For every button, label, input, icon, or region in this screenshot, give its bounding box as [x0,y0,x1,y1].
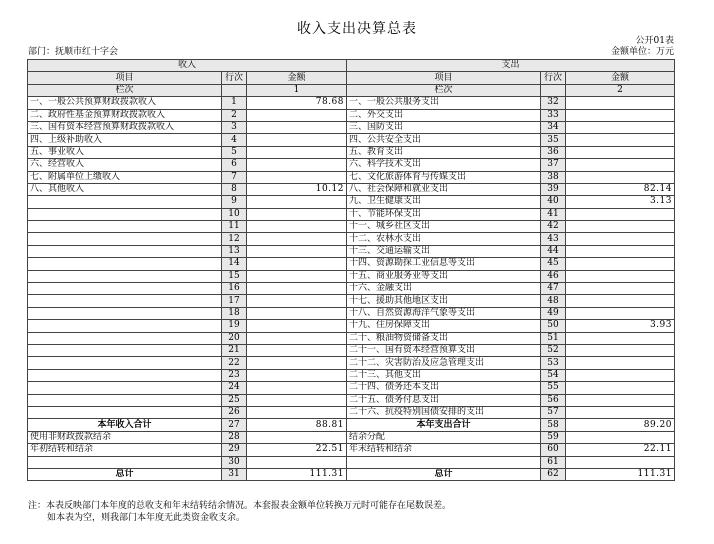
income-row-number: 20 [222,332,247,344]
table-row [28,444,675,456]
income-item-cell: 三、国有资本经营预算财政拨款收入 [28,121,222,133]
income-item-cell [28,357,222,369]
table-row [28,382,675,394]
income-amount-header: 金额 [247,72,347,84]
expense-item-header: 项目 [347,72,541,84]
expense-row-number: 56 [541,394,566,406]
expense-amount-cell: 22.11 [566,444,675,456]
expense-row-number: 50 [541,320,566,332]
income-item-cell: 总计 [28,468,222,480]
expense-item-cell: 年末结转和结余 [347,444,541,456]
expense-item-cell: 二十、粮油物资储备支出 [347,332,541,344]
expense-row-number: 45 [541,258,566,270]
income-amount-cell [247,369,347,381]
expense-item-cell: 本年支出合计 [347,419,541,431]
income-item-cell [28,307,222,319]
income-row-number: 25 [222,394,247,406]
expense-item-cell: 十七、援助其他地区支出 [347,295,541,307]
table-row [28,406,675,418]
income-item-cell [28,295,222,307]
income-amount-cell [247,233,347,245]
expense-row-number: 44 [541,245,566,257]
expense-item-cell: 十四、资源勘探工业信息等支出 [347,258,541,270]
table-row [28,196,675,208]
expense-item-cell: 九、卫生健康支出 [347,196,541,208]
expense-amount-cell: 82.14 [566,183,675,195]
income-row-number: 31 [222,468,247,480]
expense-item-cell: 十、节能环保支出 [347,208,541,220]
income-amount-cell [247,134,347,146]
expense-item-cell: 十六、金融支出 [347,283,541,295]
income-item-cell [28,258,222,270]
income-row-number: 15 [222,270,247,282]
expense-item-cell: 十八、自然资源海洋气象等支出 [347,307,541,319]
expense-col-number: 2 [566,84,675,96]
table-row [28,357,675,369]
expense-item-cell [347,456,541,468]
footnote-1: 注：本表反映部门本年度的总收支和年末结转结余情况。本套报表金额单位转换万元时可能存在尾数误差。 [28,501,452,511]
expense-amount-cell [566,233,675,245]
expense-row-number: 54 [541,369,566,381]
expense-row-number: 32 [541,97,566,109]
expense-amount-cell [566,307,675,319]
expense-amount-cell [566,221,675,233]
income-amount-cell [247,283,347,295]
expense-row-number: 38 [541,171,566,183]
income-expense-table [27,59,675,481]
table-row [28,431,675,443]
income-row-number: 9 [222,196,247,208]
income-amount-cell [247,121,347,133]
income-amount-cell [247,357,347,369]
report-title: 收入支出决算总表 [297,21,417,37]
income-row-number: 19 [222,320,247,332]
expense-item-cell: 二十四、债务还本支出 [347,382,541,394]
income-row-number: 28 [222,431,247,443]
expense-amount-cell [566,159,675,171]
income-row-number: 5 [222,146,247,158]
income-amount-cell: 78.68 [247,97,347,109]
expense-item-cell: 结余分配 [347,431,541,443]
expense-row-number: 39 [541,183,566,195]
table-row [28,344,675,356]
table-row [28,183,675,195]
income-amount-cell [247,146,347,158]
expense-row-number: 37 [541,159,566,171]
income-row-number: 7 [222,171,247,183]
expense-item-cell: 一、一般公共服务支出 [347,97,541,109]
amount-unit: 金额单位：万元 [610,47,674,57]
expense-amount-cell [566,208,675,220]
table-row [28,109,675,121]
income-row-number: 13 [222,245,247,257]
expense-row-number: 49 [541,307,566,319]
expense-item-cell: 二十二、灾害防治及应急管理支出 [347,357,541,369]
expense-amount-cell [566,134,675,146]
expense-amount-cell [566,456,675,468]
income-item-cell: 四、上级补助收入 [28,134,222,146]
expense-item-cell: 二十三、其他支出 [347,369,541,381]
expense-amount-cell [566,357,675,369]
expense-row-number: 33 [541,109,566,121]
footnote-2: 如本表为空，则我部门本年度无此类资金收支余。 [47,513,246,523]
income-item-cell [28,320,222,332]
table-row [28,283,675,295]
department-label: 部门：抚顺市红十字会 [28,47,119,57]
table-row [28,320,675,332]
expense-amount-cell: 89.20 [566,419,675,431]
column-index-row [28,84,675,96]
section-header-row [28,60,675,72]
income-col-number: 1 [247,84,347,96]
income-item-cell [28,233,222,245]
table-row [28,258,675,270]
expense-row-number: 36 [541,146,566,158]
income-row-number: 10 [222,208,247,220]
expense-item-cell: 十一、城乡社区支出 [347,221,541,233]
table-row [28,369,675,381]
income-row-number: 16 [222,283,247,295]
table-row [28,208,675,220]
income-item-cell [28,382,222,394]
income-amount-cell: 88.81 [247,419,347,431]
expense-amount-cell [566,146,675,158]
income-amount-cell [247,109,347,121]
income-item-cell [28,332,222,344]
income-amount-cell [247,171,347,183]
income-row-number: 11 [222,221,247,233]
expense-item-cell: 三、国防支出 [347,121,541,133]
income-col-label: 栏次 [28,84,222,96]
expense-amount-cell [566,369,675,381]
income-row-number: 6 [222,159,247,171]
table-row [28,332,675,344]
expense-amount-cell [566,332,675,344]
income-item-cell [28,369,222,381]
expense-amount-cell [566,344,675,356]
income-amount-cell [247,344,347,356]
income-row-number: 27 [222,419,247,431]
expense-row-number: 55 [541,382,566,394]
income-row-number: 29 [222,444,247,456]
table-row [28,245,675,257]
income-row-number: 18 [222,307,247,319]
expense-amount-cell [566,258,675,270]
income-row-number: 12 [222,233,247,245]
income-amount-cell [247,270,347,282]
table-row [28,468,675,480]
expense-amount-cell [566,121,675,133]
income-amount-cell [247,320,347,332]
table-row [28,134,675,146]
income-row-number: 26 [222,406,247,418]
expense-amount-cell: 3.13 [566,196,675,208]
expense-item-cell: 二、外交支出 [347,109,541,121]
expense-row-number: 40 [541,196,566,208]
income-item-cell [28,221,222,233]
expense-row-number: 41 [541,208,566,220]
expense-item-cell: 八、社会保障和就业支出 [347,183,541,195]
income-amount-cell [247,159,347,171]
income-item-cell [28,394,222,406]
income-item-cell [28,196,222,208]
expense-row-number: 34 [541,121,566,133]
income-item-cell: 使用非财政拨款结余 [28,431,222,443]
expense-row-number: 35 [541,134,566,146]
income-row-number: 30 [222,456,247,468]
income-item-cell [28,456,222,468]
expense-amount-cell [566,406,675,418]
income-amount-cell [247,431,347,443]
expense-item-cell: 十二、农林水支出 [347,233,541,245]
expense-item-cell: 六、科学技术支出 [347,159,541,171]
income-item-cell: 七、附属单位上缴收入 [28,171,222,183]
income-row-number: 23 [222,369,247,381]
table-row [28,456,675,468]
table-row [28,97,675,109]
expense-item-cell: 七、文化旅游体育与传媒支出 [347,171,541,183]
income-item-cell [28,283,222,295]
expense-amount-cell [566,171,675,183]
expense-item-cell: 十五、商业服务业等支出 [347,270,541,282]
footnotes [28,500,451,524]
expense-amount-cell [566,295,675,307]
income-row-number: 3 [222,121,247,133]
income-row-number: 1 [222,97,247,109]
income-amount-cell [247,196,347,208]
table-row [28,221,675,233]
income-item-cell: 六、经营收入 [28,159,222,171]
table-row [28,394,675,406]
expense-row-number: 57 [541,406,566,418]
expense-amount-cell [566,382,675,394]
expense-item-cell: 五、教育支出 [347,146,541,158]
income-row-number: 8 [222,183,247,195]
income-row-number: 4 [222,134,247,146]
expense-row-number: 59 [541,431,566,443]
expense-col-label: 栏次 [347,84,541,96]
income-amount-cell [247,245,347,257]
expense-row-number: 58 [541,419,566,431]
income-item-header: 项目 [28,72,222,84]
income-amount-cell [247,332,347,344]
expense-amount-cell [566,270,675,282]
income-item-cell: 一、一般公共预算财政拨款收入 [28,97,222,109]
expense-row-number: 53 [541,357,566,369]
income-item-cell: 八、其他收入 [28,183,222,195]
expense-item-cell: 四、公共安全支出 [347,134,541,146]
expense-item-cell: 二十一、国有资本经营预算支出 [347,344,541,356]
income-amount-cell [247,295,347,307]
expense-row-number: 48 [541,295,566,307]
income-item-cell: 本年收入合计 [28,419,222,431]
income-row-number: 24 [222,382,247,394]
income-row-number: 14 [222,258,247,270]
expense-row-number: 62 [541,468,566,480]
expense-row-number: 60 [541,444,566,456]
expense-row-number: 61 [541,456,566,468]
expense-amount-cell [566,109,675,121]
expense-item-cell: 总计 [347,468,541,480]
table-row [28,295,675,307]
expense-amount-cell [566,97,675,109]
income-amount-cell [247,382,347,394]
expense-row-number: 42 [541,221,566,233]
income-amount-cell [247,208,347,220]
expense-item-cell: 二十六、抗疫特别国债安排的支出 [347,406,541,418]
expense-row-number: 51 [541,332,566,344]
table-row [28,121,675,133]
income-item-cell [28,208,222,220]
income-item-cell: 二、政府性基金预算财政拨款收入 [28,109,222,121]
expense-row-number: 52 [541,344,566,356]
income-row-number: 17 [222,295,247,307]
income-amount-cell [247,307,347,319]
income-amount-cell [247,394,347,406]
income-row-number: 2 [222,109,247,121]
income-amount-cell [247,221,347,233]
income-item-cell [28,344,222,356]
table-row [28,171,675,183]
income-row-number: 22 [222,357,247,369]
income-amount-cell [247,456,347,468]
income-amount-cell [247,258,347,270]
expense-row-number: 46 [541,270,566,282]
income-amount-cell [247,406,347,418]
table-row [28,307,675,319]
expense-row-number: 47 [541,283,566,295]
table-row [28,419,675,431]
expense-item-cell: 二十五、债务付息支出 [347,394,541,406]
expense-amount-cell: 3.93 [566,320,675,332]
expense-section-label: 支出 [347,60,675,72]
table-row [28,159,675,171]
expense-amount-header: 金额 [566,72,675,84]
expense-amount-cell [566,431,675,443]
expense-amount-cell: 111.31 [566,468,675,480]
form-number: 公开01表 [635,36,674,46]
expense-row-number: 43 [541,233,566,245]
income-amount-cell: 10.12 [247,183,347,195]
table-row [28,233,675,245]
income-item-cell: 五、事业收入 [28,146,222,158]
income-item-cell [28,270,222,282]
income-row-header: 行次 [222,72,247,84]
expense-amount-cell [566,394,675,406]
income-section-label: 收入 [28,60,347,72]
income-item-cell [28,245,222,257]
table-row [28,270,675,282]
income-amount-cell: 111.31 [247,468,347,480]
income-item-cell [28,406,222,418]
expense-amount-cell [566,283,675,295]
expense-item-cell: 十九、住房保障支出 [347,320,541,332]
column-header-row [28,72,675,84]
income-amount-cell: 22.51 [247,444,347,456]
table-row [28,146,675,158]
expense-row-header: 行次 [541,72,566,84]
income-row-number: 21 [222,344,247,356]
expense-amount-cell [566,245,675,257]
income-item-cell: 年初结转和结余 [28,444,222,456]
expense-item-cell: 十三、交通运输支出 [347,245,541,257]
